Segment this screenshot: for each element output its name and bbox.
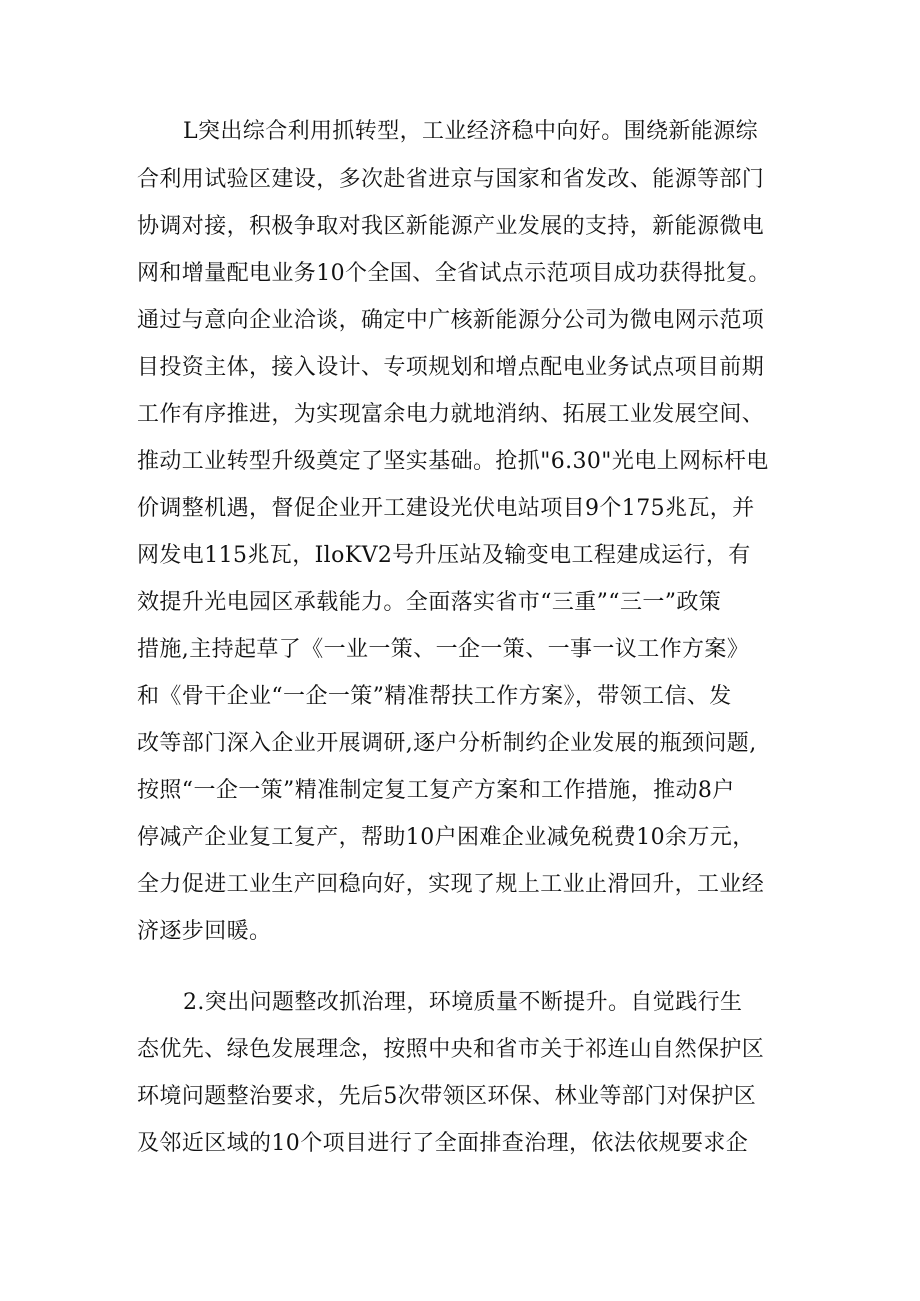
text-line: 效提升光电园区承载能力。全面落实省市“三重”“三一”政策 bbox=[137, 590, 722, 615]
text-line: 网发电115兆瓦，IloKV2号升压站及输变电工程建成运行，有 bbox=[137, 543, 751, 568]
text-line: 目投资主体，接入设计、专项规划和增点配电业务试点项目前期 bbox=[137, 355, 765, 380]
text-line: 合利用试验区建设，多次赴省进京与国家和省发改、能源等部门 bbox=[137, 167, 765, 192]
text-line: 措施,主持起草了《一业一策、一企一策、一事一议工作方案》 bbox=[137, 637, 750, 662]
text-line: 按照“一企一策”精准制定复工复产方案和工作措施，推动8户 bbox=[137, 778, 735, 803]
text-line: 通过与意向企业洽谈，确定中广核新能源分公司为微电网示范项 bbox=[137, 308, 765, 333]
text-line: 网和增量配电业务10个全国、全省试点示范项目成功获得批复。 bbox=[137, 261, 771, 286]
text-line: 改等部门深入企业开展调研,逐户分析制约企业发展的瓶颈问题, bbox=[137, 731, 757, 756]
text-line: 全力促进工业生产回稳向好，实现了规上工业止滑回升，工业经 bbox=[137, 872, 765, 897]
text-line: 环境问题整治要求，先后5次带领区环保、林业等部门对保护区 bbox=[137, 1084, 757, 1109]
text-line: 态优先、绿色发展理念，按照中央和省市关于祁连山自然保护区 bbox=[137, 1037, 765, 1062]
text-line: 济逐步回暖。 bbox=[137, 919, 272, 944]
text-line: 推动工业转型升级奠定了坚实基础。抢抓"6.30"光电上网标杆电 bbox=[137, 449, 769, 474]
text-line: 停减产企业复工复产，帮助10户困难企业减免税费10余万元， bbox=[137, 825, 755, 850]
text-line: 价调整机遇，督促企业开工建设光伏电站项目9个175兆瓦，并 bbox=[137, 496, 755, 521]
text-line: L突出综合利用抓转型，工业经济稳中向好。围绕新能源综 bbox=[183, 119, 759, 144]
text-line: 2.突出问题整改抓治理，环境质量不断提升。自觉践行生 bbox=[183, 990, 743, 1015]
text-line: 工作有序推进，为实现富余电力就地消纳、拓展工业发展空间、 bbox=[137, 402, 765, 427]
text-line: 及邻近区域的10个项目进行了全面排查治理，依法依规要求企 bbox=[137, 1131, 749, 1156]
text-line: 和《骨干企业“一企一策”精准帮扶工作方案》，带领工信、发 bbox=[137, 684, 732, 709]
text-line: 协调对接，积极争取对我区新能源产业发展的支持，新能源微电 bbox=[137, 214, 765, 239]
